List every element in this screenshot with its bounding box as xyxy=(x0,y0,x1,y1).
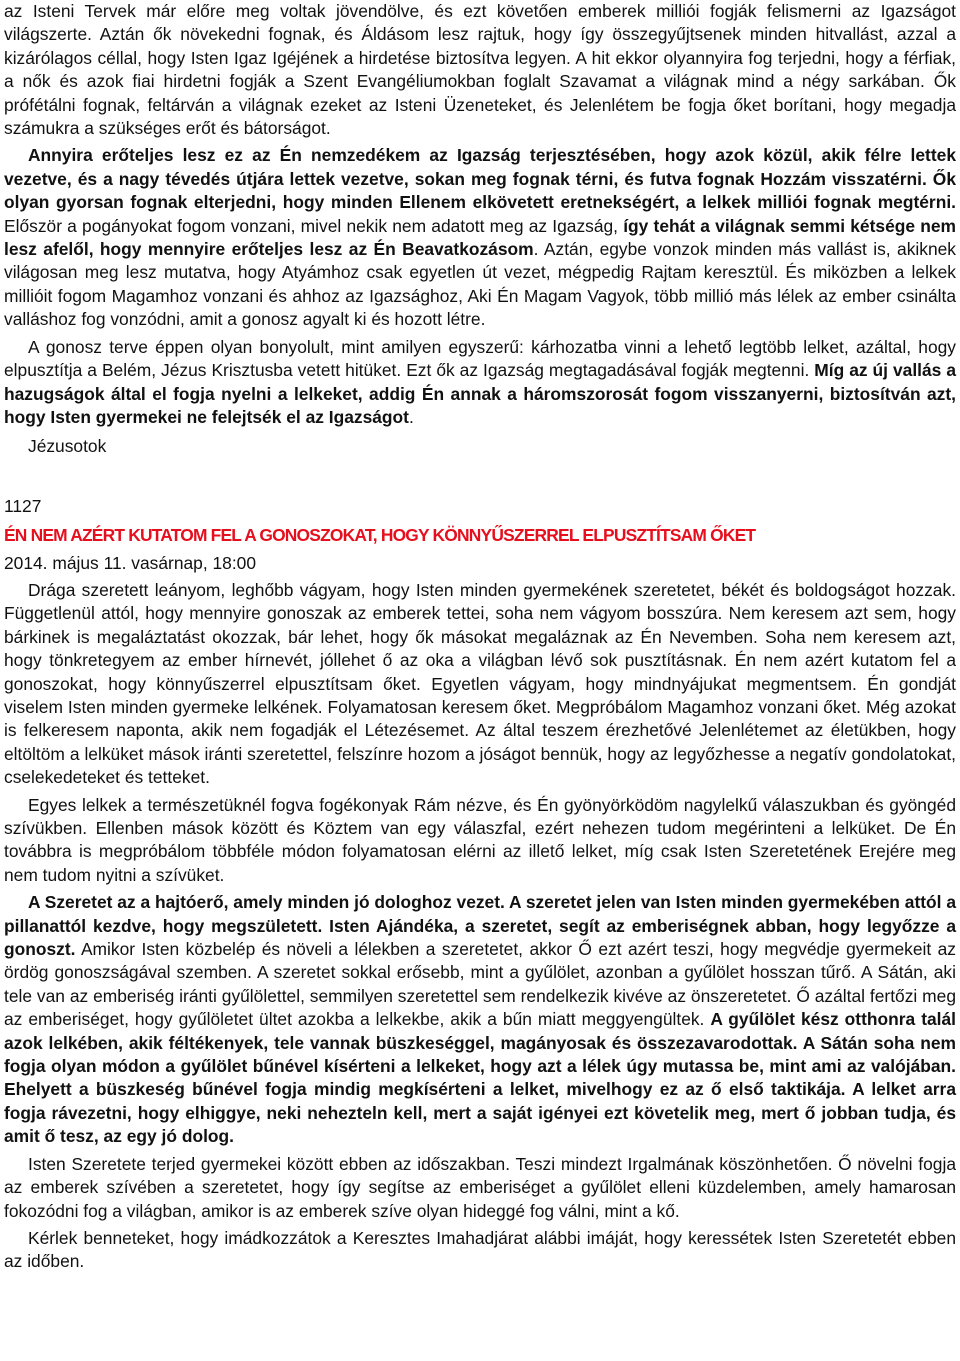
message-date: 2014. május 11. vasárnap, 18:00 xyxy=(4,552,257,573)
plain-text: . xyxy=(408,406,414,427)
paragraph-evil-plan xyxy=(4,336,956,430)
bold-text: A gyűlölet kész otthonra talál azok lelkében, akik féltékenyek, tele vannak büszkeséggel, magányosak és összezavarodottak. A Sátán soha nem fogja olyan módon a gyűlölet bűnével kísérteni a lelkeket, hogy azt a lélek úgy mutassa be, mint ami az valójában. Ehelyett a büszkeség bűnével fogja mindig megkísérteni a lelket, mivelhogy ez az ő első taktikája. A lelket arra fogja rávezetni, hogy elhiggye, neki nehezteln kell, mert a saját igényei ezt követelik meg, mert ő jobban tudja, és amit ő tesz, az egy jó dolog. xyxy=(4,1009,956,1147)
message-paragraph-5: Kérlek benneteket, hogy imádkozzátok a Keresztes Imahadjárat alábbi imáját, hogy keressétek Isten Szeretetét ebben az időben. xyxy=(4,1227,956,1272)
plain-text: . Aztán, egybe vonzok minden más vallást is, akiknek világosan meg lesz mutatva, hogy Atyámhoz csak egyetlen út vezet, mégpedig Rajtam keresztül. És miközben a lelkek millióit fogom Magamhoz vonzani és ahhoz az Igazsághoz, Aki Én Magam Vagyok, több millió más lélek az ember csinálta valláshoz fog vonzódni, amit a gonosz agyalt ki és hozott létre. xyxy=(4,239,956,330)
bold-text: A Szeretet az a hajtóerő, amely minden jó dologhoz vezet. A szeretet jelen van Isten minden gyermekében attól a pillanattól kezdve, hogy megszületett. Isten Ajándéka, a szeretet, segít az emberiségnek abban, hogy legyőzze a gonoszt. xyxy=(4,892,956,960)
message-paragraph-2: Egyes lelkek a természetüknél fogva fogékonyak Rám nézve, és Én gyönyörködöm nagylelkű válaszukban és gyöngéd szívükben. Ellenben mások között és Köztem van egy válaszfal, ezért nehezen tudom megérinteni a lelküket. De Én továbbra is megpróbálom többféle módon folyamatosan elérni az illető lelket, míg csak Isten Szeretetének Erejére meg nem tudom nyitni a szívüket. xyxy=(4,794,956,885)
bold-text: így tehát a világnak semmi kétsége nem lesz afelől, hogy mennyire erőteljes lesz az Én Beavatkozásom xyxy=(4,215,956,260)
message-paragraph-3 xyxy=(4,891,956,1148)
paragraph-intro-text: az Isteni Tervek már előre meg voltak jövendölve, és ezt követően emberek milliói fogják felismerni az Igazságot világszerte. Aztán ők növekedni fognak, és Áldásom lesz rajtuk, hogy így összegyűjtsenek minden hitvallást, azzal a kizárólagos céllal, hogy Isten Igaz Igéjének a hirdetése biztosítva legyen. A hit ekkor olyannyira fog terjedni, hogy a férfiak, a nők és azok fiai hirdetni fogják a Szent Evangéliumokban foglalt Szavamat a világnak mind a négy sarkában. Ők prófétálni fognak, feltárván a világnak ezeket az Isteni Üzeneteket, és Jelenlétem be fogja őket borítani, hogy megadja számukra a szükséges erőt és bátorságot. xyxy=(4,1,956,139)
paragraph-generation xyxy=(4,144,956,331)
signature: Jézusotok xyxy=(28,436,107,457)
message-paragraph-4: Isten Szeretete terjed gyermekei között ebben az időszakban. Teszi mindezt Irgalmának köszönhetően. Ő növelni fogja az emberek szívében a szeretetet, hogy így segítse az emberiséget a gyűlölet elleni küzdelemben, amely hamarosan fokozódni fog a világban, amikor is az emberek szíve olyan hideggé fog válni, mint a kő. xyxy=(4,1153,956,1221)
message-title: ÉN NEM AZÉRT KUTATOM FEL A GONOSZOKAT, HOGY KÖNNYŰSZERREL ELPUSZTÍTSAM ŐKET xyxy=(4,525,756,546)
plain-text: A gonosz terve éppen olyan bonyolult, mint amilyen egyszerű: kárhozatba vinni a lehető legtöbb lelket, azáltal, hogy elpusztítja a Belém, Jézus Krisztusba vetett hitüket. Ezt ők az Igazság megtagadásával fogják megtenni. xyxy=(4,336,956,381)
plain-text: Először a pogányokat fogom vonzani, mivel nekik nem adatott meg az Igazság, xyxy=(4,215,624,236)
bold-text: Míg az új vallás a hazugságok által el fogja nyelni a lelkeket, addig Én annak a háromszorosát fogom visszanyerni, biztosítván azt, hogy Isten gyermekei ne felejtsék el az Igazságot xyxy=(4,360,956,427)
message-number: 1127 xyxy=(4,495,42,516)
paragraph-intro xyxy=(4,0,956,140)
message-paragraph-1: Drága szeretett leányom, leghőbb vágyam, hogy Isten minden gyermekének szeretetet, békét és boldogságot hozzak. Függetlenül attól, hogy mennyire gonoszak az emberek tettei, soha nem vágyom bosszúra. Nem keresem azt sem, hogy bárkinek is megaláztatást okozzak, bár lehet, hogy ők másokat megaláznak az Én Nevemben. Soha nem keresem azt, hogy tönkretegyem az ember hírnevét, jóllehet ő az oka a világban lévő sok pusztításnak. Én nem azért kutatom fel a gonoszokat, hogy könnyűszerrel elpusztítsam őket. Egyetlen vágyam, hogy mindnyájukat megmentsem. Én gondját viselem Isten minden gyermeke lelkének. Folyamatosan keresem őket. Megpróbálom Magamhoz vonzani őket. Még azokat is felkeresem naponta, akik nem fogadják el Létezésemet. Az által teszem érezhetővé Jelenlétemet az életükben, hogy eltöltöm a lelküket mások iránti szeretettel, felszínre hozom a jóságot bennük, hogy az legyőzhesse a negatív gondolatokat, cselekedeteket és tetteket. xyxy=(4,579,956,788)
plain-text: Amikor Isten közbelép és növeli a lélekben a szeretetet, akkor Ő ezt azért teszi, hogy megvédje gyermekeit az ördög gonoszságával szemben. A szeretet sokkal erősebb, mint a gyűlölet, azonban a gyűlölet hosszan tűrő. A Sátán, aki tele van az emberiség iránti gyűlölettel, semmilyen szeretettel sem rendelkezik kivéve az önszeretetet. Ő azáltal fertőzi meg az emberiséget, hogy gyűlöletet ültet azokba a lelkekbe, akik a bűn miatt meggyengültek. xyxy=(4,939,956,1030)
bold-text: Annyira erőteljes lesz ez az Én nemzedékem az Igazság terjesztésében, hogy azok közül, akik félre lettek vezetve, és a nagy tévedés útjára lettek vezetve, sokan meg fognak térni, és futva fognak Hozzám visszatérni. Ők olyan gyorsan fognak elterjedni, hogy minden Ellenem elkövetett eretnekségért, a lelkek milliói fognak megtérni. xyxy=(4,145,956,213)
